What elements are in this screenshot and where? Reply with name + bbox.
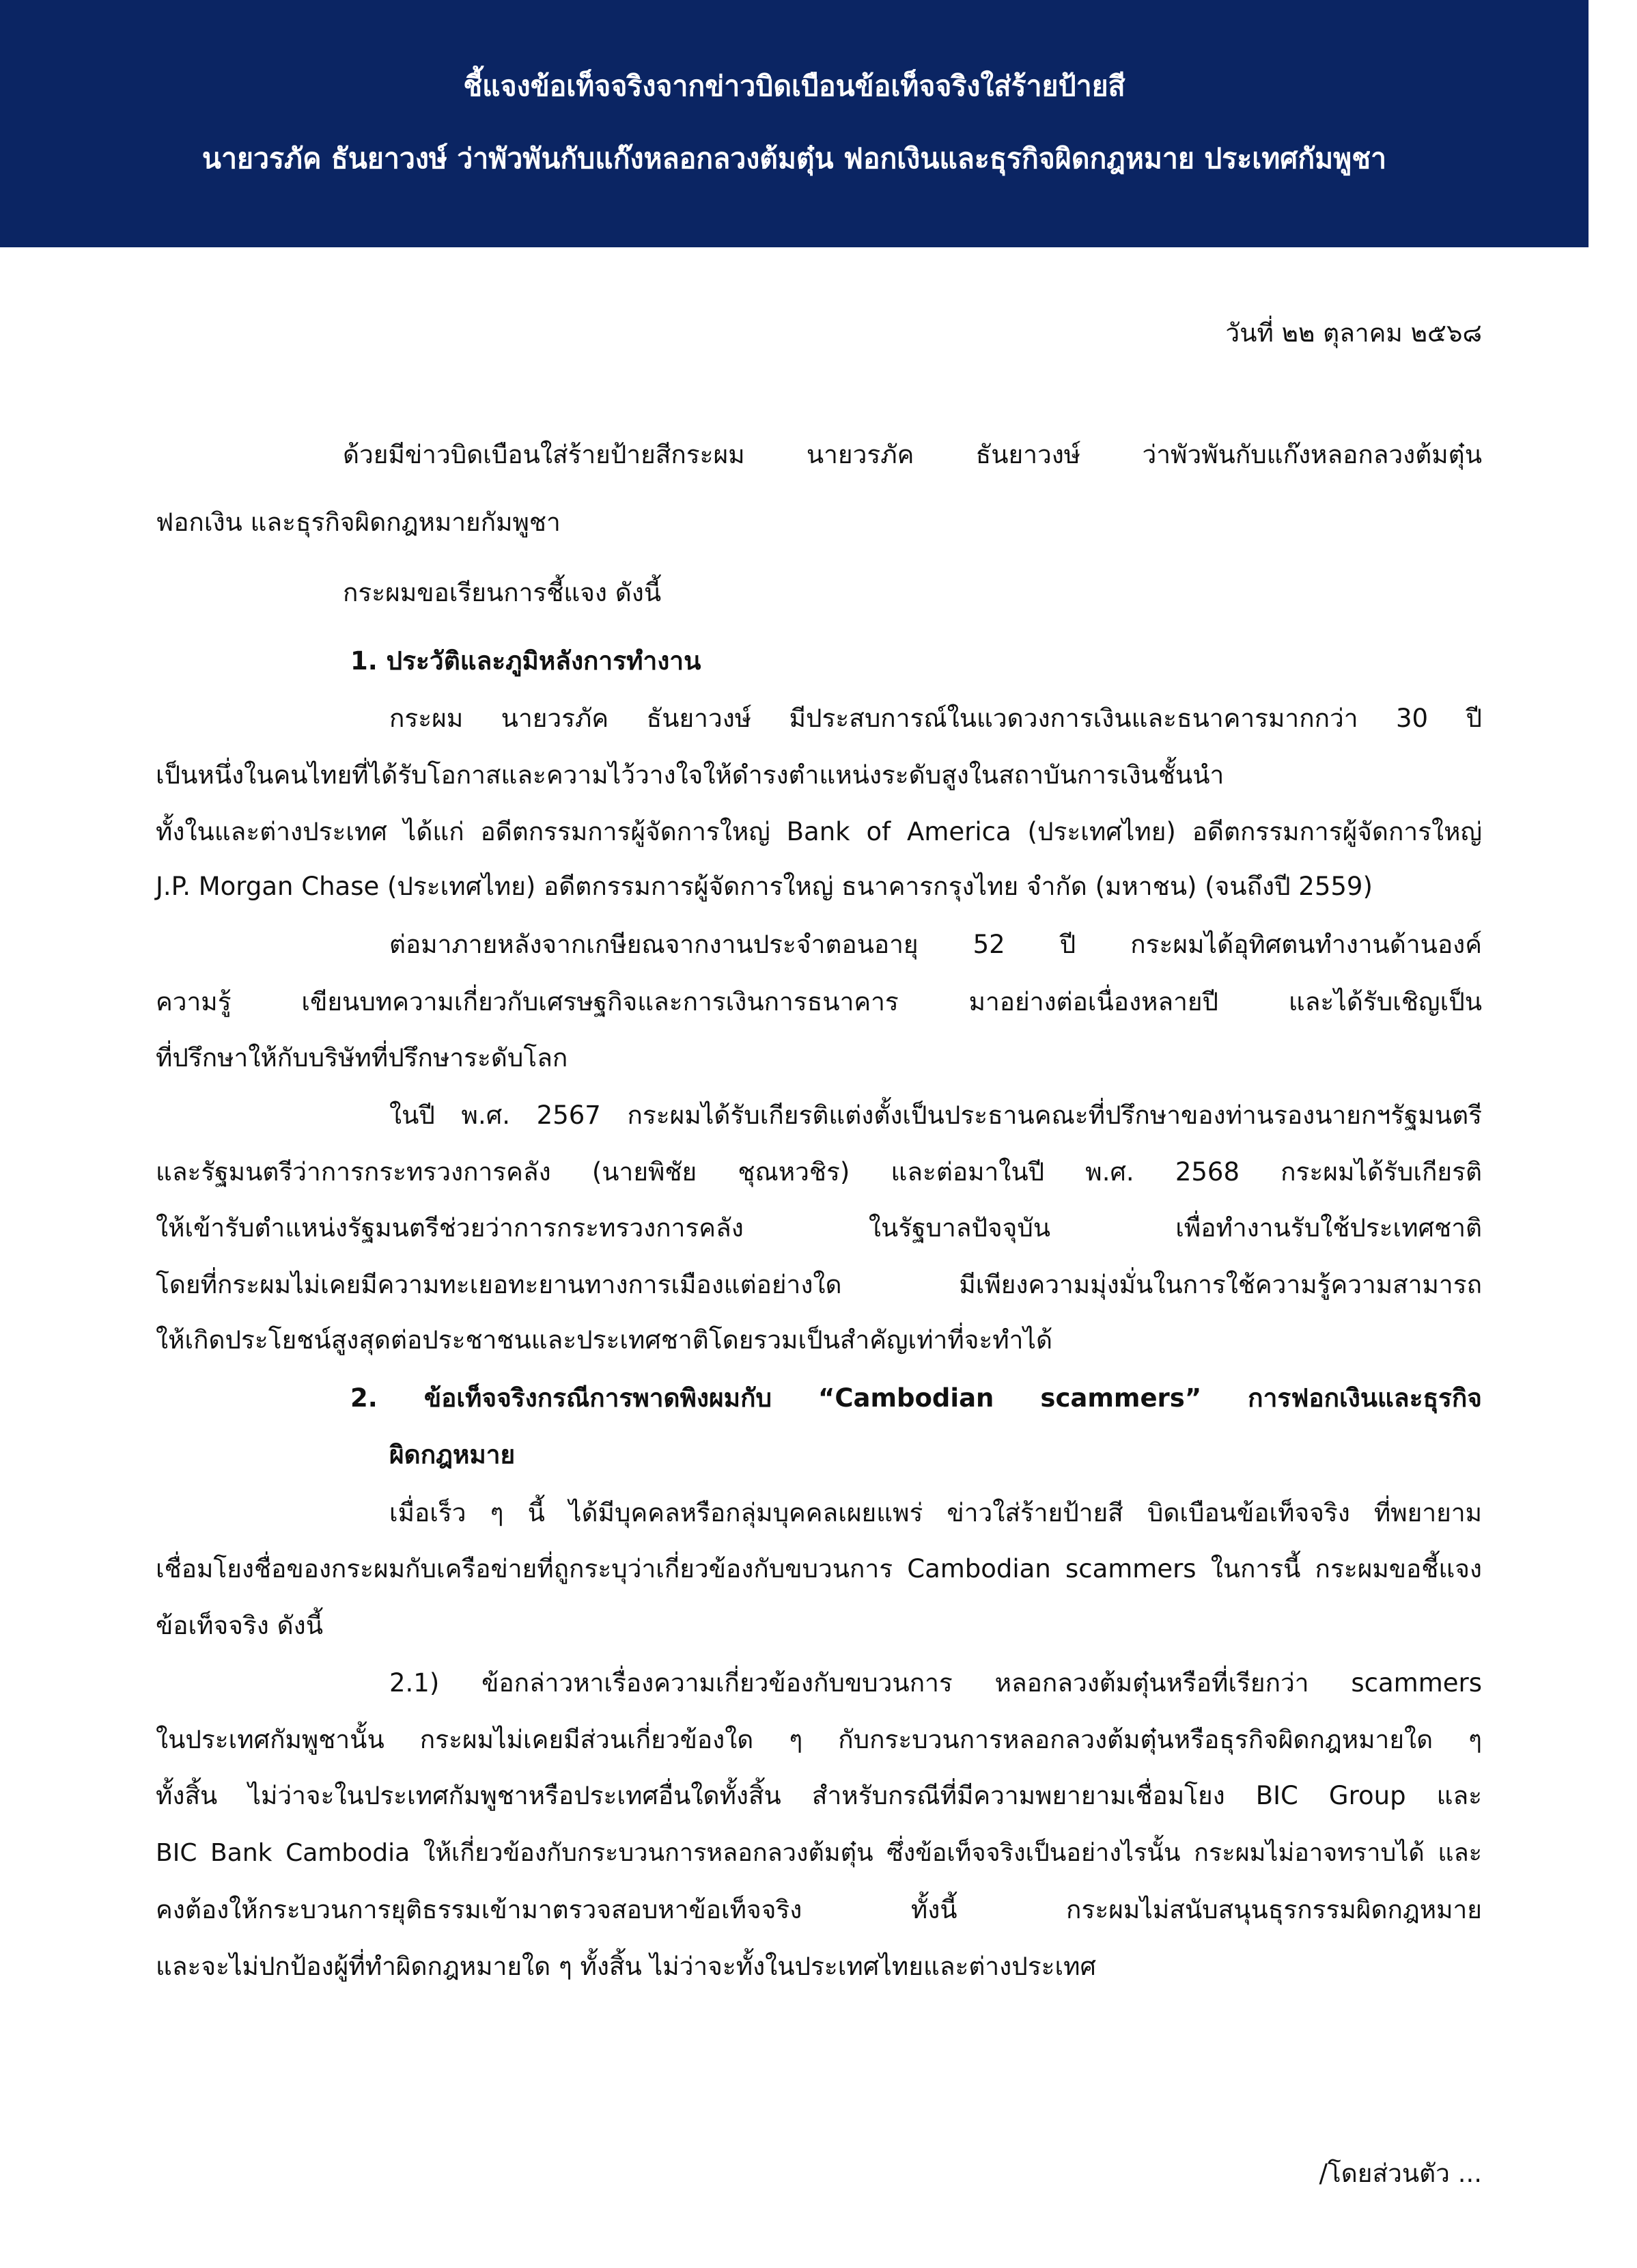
paragraph-line: เป็นหนึ่งในคนไทยที่ได้รับโอกาสและความไว้วางใจให้ดำรงตำแหน่งระดับสูงในสถาบันการเงินชั้นนำ — [156, 760, 1225, 790]
paragraph-line: กระผม นายวรภัค ธันยาวงษ์ มีประสบการณ์ในแวดวงการเงินและธนาคารมากกว่า 30 ปี — [389, 704, 1482, 733]
paragraph-line: ความรู้ เขียนบทความเกี่ยวกับเศรษฐกิจและการเงินการธนาคาร มาอย่างต่อเนื่องหลายปี และได้รับเชิญเป็น — [156, 987, 1482, 1017]
paragraph-line: BIC Bank Cambodia ให้เกี่ยวข้องกับกระบวนการหลอกลวงต้มตุ๋น ซึ่งข้อเท็จจริงเป็นอย่างไรนั้น กระผมไม่อาจทราบได้ และ — [156, 1839, 1482, 1867]
continuation-marker: /โดยส่วนตัว ... — [1319, 2159, 1482, 2188]
paragraph-line: J.P. Morgan Chase (ประเทศไทย) อดีตกรรมการผู้จัดการใหญ่ ธนาคารกรุงไทย จำกัด (มหาชน) (จนถึงปี 2559) — [156, 872, 1373, 901]
intro-line: ฟอกเงิน และธุรกิจผิดกฎหมายกัมพูชา — [156, 508, 561, 537]
section-heading: 2. ข้อเท็จจริงกรณีการพาดพิงผมกับ “Cambodian scammers” การฟอกเงินและธุรกิจ — [350, 1383, 1482, 1413]
paragraph-line: โดยที่กระผมไม่เคยมีความทะเยอทะยานทางการเมืองแต่อย่างใด มีเพียงความมุ่งมั่นในการใช้ความรู้ความสามารถ — [156, 1270, 1482, 1299]
section-heading: 1. ประวัติและภูมิหลังการทำงาน — [350, 646, 701, 676]
paragraph-line: 2.1) ข้อกล่าวหาเรื่องความเกี่ยวข้องกับขบวนการ หลอกลวงต้มตุ๋นหรือที่เรียกว่า scammers — [389, 1668, 1482, 1698]
header-banner — [0, 0, 1589, 247]
intro-line: กระผมขอเรียนการชี้แจง ดังนี้ — [343, 578, 662, 607]
document-title: ชี้แจงข้อเท็จจริงจากข่าวบิดเบือนข้อเท็จจริงใส่ร้ายป้ายสี — [463, 70, 1125, 102]
paragraph-line: ข้อเท็จจริง ดังนี้ — [156, 1611, 323, 1640]
paragraph-line: ให้เข้ารับตำแหน่งรัฐมนตรีช่วยว่าการกระทรวงการคลัง ในรัฐบาลปัจจุบัน เพื่อทำงานรับใช้ประเทศชาติ — [156, 1213, 1482, 1243]
paragraph-line: ในประเทศกัมพูชานั้น กระผมไม่เคยมีส่วนเกี่ยวข้องใด ๆ กับกระบวนการหลอกลวงต้มตุ๋นหรือธุรกิจผิดกฎหมายใด ๆ — [156, 1725, 1482, 1754]
paragraph-line: ทั้งสิ้น ไม่ว่าจะในประเทศกัมพูชาหรือประเทศอื่นใดทั้งสิ้น สำหรับกรณีที่มีความพยายามเชื่อมโยง BIC Group และ — [156, 1781, 1482, 1810]
paragraph-line: ให้เกิดประโยชน์สูงสุดต่อประชาชนและประเทศชาติโดยรวมเป็นสำคัญเท่าที่จะทำได้ — [156, 1325, 1053, 1355]
paragraph-line: และจะไม่ปกป้องผู้ที่ทำผิดกฎหมายใด ๆ ทั้งสิ้น ไม่ว่าจะทั้งในประเทศไทยและต่างประเทศ — [156, 1952, 1096, 1981]
document-subtitle: นายวรภัค ธันยาวงษ์ ว่าพัวพันกับแก๊งหลอกลวงต้มตุ๋น ฟอกเงินและธุรกิจผิดกฎหมาย ประเทศกัมพูชา — [201, 142, 1387, 175]
paragraph-line: และรัฐมนตรีว่าการกระทรวงการคลัง (นายพิชัย ชุณหวชิร) และต่อมาในปี พ.ศ. 2568 กระผมได้รับเกียรติ — [156, 1157, 1482, 1187]
paragraph-line: เมื่อเร็ว ๆ นี้ ได้มีบุคคลหรือกลุ่มบุคคลเผยแพร่ ข่าวใส่ร้ายป้ายสี บิดเบือนข้อเท็จจริง ที่พยายาม — [389, 1498, 1482, 1527]
paragraph-line: ที่ปรึกษาให้กับบริษัทที่ปรึกษาระดับโลก — [156, 1043, 568, 1073]
paragraph-line: เชื่อมโยงชื่อของกระผมกับเครือข่ายที่ถูกระบุว่าเกี่ยวข้องกับขบวนการ Cambodian scammers ในการนี้ กระผมขอชี้แจง — [156, 1554, 1482, 1584]
paragraph-line: คงต้องให้กระบวนการยุติธรรมเข้ามาตรวจสอบหาข้อเท็จจริง ทั้งนี้ กระผมไม่สนับสนุนธุรกรรมผิดกฎหมาย — [156, 1895, 1482, 1924]
document-date: วันที่ ๒๒ ตุลาคม ๒๕๖๘ — [1225, 318, 1482, 348]
paragraph-line: ต่อมาภายหลังจากเกษียณจากงานประจำตอนอายุ 52 ปี กระผมได้อุทิศตนทำงานด้านองค์ — [389, 930, 1482, 959]
section-heading: ผิดกฎหมาย — [389, 1440, 516, 1469]
intro-line: ด้วยมีข่าวบิดเบือนใส่ร้ายป้ายสีกระผม นายวรภัค ธันยาวงษ์ ว่าพัวพันกับแก๊งหลอกลวงต้มตุ๋น — [343, 440, 1482, 469]
paragraph-line: ในปี พ.ศ. 2567 กระผมได้รับเกียรติแต่งตั้งเป็นประธานคณะที่ปรึกษาของท่านรองนายกฯรัฐมนตรี — [389, 1101, 1482, 1130]
paragraph-line: ทั้งในและต่างประเทศ ได้แก่ อดีตกรรมการผู้จัดการใหญ่ Bank of America (ประเทศไทย) อดีตกรรมการผู้จัดการใหญ่ — [156, 817, 1482, 846]
